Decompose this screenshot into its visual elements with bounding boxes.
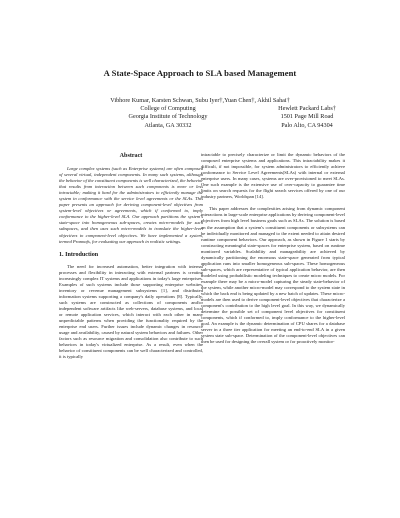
affiliation-line: Atlanta, GA 30332 [144, 121, 192, 129]
affiliation-georgia-tech [103, 105, 233, 130]
author-list: Vibhore Kumar, Karsten Schwan, Subu Iyer†,Yuan Chen†, Akhil Sahai† [110, 97, 290, 104]
body-paragraph: intractable to precisely characterize or limit the dynamic behaviors of the composed enterprise systems and applications. This intractability makes it difficult, if not impossible, for system administrators to efficiently achieve conformance to Service Level Agreements(SLAs) with internal or external enterprise users. In many cases, systems are over-provisioned to meet SLAs. One such example is the extensive use of over-capacity to guarantee time limits on search requests for the flight search services offered by one of our industry partners, Worldspan [14]. [201, 152, 345, 200]
affiliation-line: Palo Alto, CA 94304 [281, 121, 333, 129]
left-column [59, 152, 203, 360]
right-column [201, 152, 345, 345]
abstract-text: Large complex systems (such as Enterprise systems) are often composed of several virtual, independent components. In many such systems, although the behavior of the constituent components is well characterized, the behavior that results from interaction between such components is more or less intractable; making it hard for the administrators to efficiently manage the system in conformance with the service level agreements or the SLAs. This paper presents an approach for deriving component-level objectives from system-level objectives or agreements, which if conformed to, imply conformance to the higher-level SLA. Our approach partitions the system's state-space into homogeneous sub-spaces, creates micro-models for such subspaces, and then uses such micro-models to translate the higher-level objectives to component-level objectives. We have implemented a system, termed Prannafs, for evaluating our approach in realistic settings. [59, 166, 203, 244]
body-paragraph: This paper addresses the complexities arising from dynamic component interactions in large-scale enterprise applications by deriving component-level objectives from high level business goals such as SLAs. The solution is based on the assumption that a system's constituent components or subsystems can be individually monitored and managed to the extent needed to attain desired runtime component behaviors. Our approach, as shown in Figure 1 starts by constructing meaningful state-spaces for enterprise system, based on runtime monitored variables. Scalability and manageability are achieved by dynamically partitioning the enormous state-space generated from typical application runs into smaller homogeneous sub-spaces. These homogeneous sub-spaces, which are representative of typical application behavior, are then modeled using probabilistic modeling techniques to create micro models. For example there may be a micro-model capturing the steady state-behavior of the system, while another micro-model may correspond to the system state in which the back end is being updated by a new batch of updates. These micro-models are then used to derive component-level objectives that characterize a component's contribution to the high level goal. In this way, we dynamically determine the possible set of component level objectives for constituent components, which if conformed to, imply conformance to the higher-level goal. An example is the dynamic determination of CPU shares for a database server in a three tier application for meeting an end-to-end SLA in a given system state sub-space. Determination of the component-level objectives can then be used for designing the overall system or for proactively monitor- [201, 206, 345, 345]
affiliation-line: Georgia Institute of Technology [128, 113, 208, 121]
section-heading-introduction: 1. Introduction [59, 251, 99, 258]
affiliation-line: Hewlett Packard Labs† [278, 105, 336, 112]
affiliation-hp-labs [252, 105, 362, 130]
paper-title: A State-Space Approach to SLA based Management [103, 68, 297, 78]
body-paragraph: The need for increased automation, better integration with internal processes and flexibility in interacting with external partners is creating increasingly complex IT systems and applications in today's large enterprises. Examples of such systems include those supporting enterprise websites, inventory or revenue management subsystems [1], and distributed information systems supporting a company's daily operations [8]. Typically, such systems are constructed as collections of components and/or independent software artifacts like web-servers, database systems, and local or remote application services, which interact with each other in many unpredictable patterns when providing the functionality required by the enterprise end users. Further issues include dynamic changes in resource usage and availability, caused by natural system behaviors and failures. Other factors such as resource migration and consolidation also contribute to such behaviors in today's virtualized enterprise. As a result, even when the behavior of constituent components can be well characterized and controlled, it is typically [59, 263, 203, 360]
affiliation-line: College of Computing [140, 105, 196, 112]
abstract-heading: Abstract [119, 153, 143, 159]
affiliation-line: 1501 Page Mill Road [280, 113, 334, 121]
